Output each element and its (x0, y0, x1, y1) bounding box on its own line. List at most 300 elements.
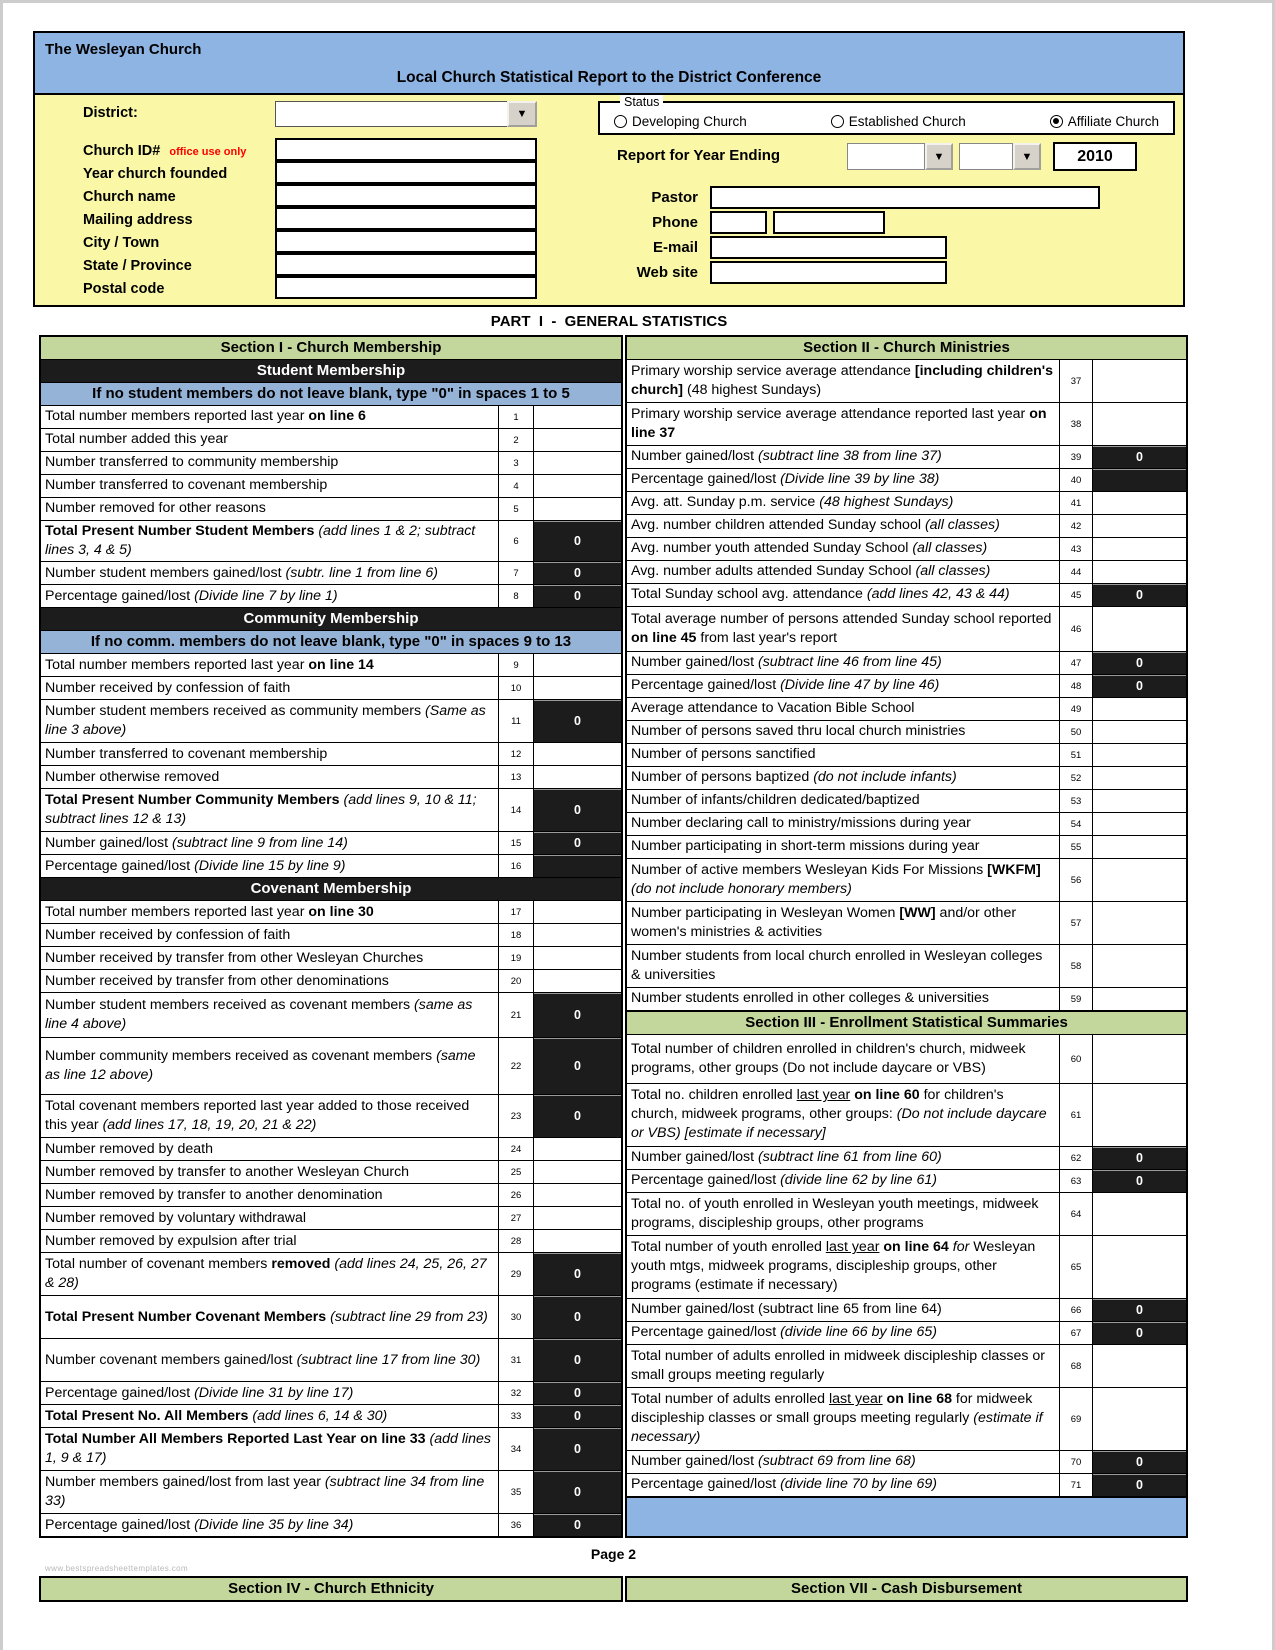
row-label: Total Present No. All Members (add lines 6, 14 & 30) (45, 1407, 388, 1424)
value-input-cell[interactable] (534, 475, 621, 497)
row-label: Number received by confession of faith (45, 926, 291, 943)
report-month-value[interactable] (847, 143, 925, 170)
value-input-cell[interactable] (534, 924, 621, 946)
value-input-cell[interactable] (1093, 360, 1186, 402)
value-input-cell[interactable] (1093, 836, 1186, 858)
line-number: 3 (498, 452, 534, 474)
table-row (41, 520, 621, 561)
table-row (627, 674, 1186, 697)
line-number: 56 (1059, 859, 1093, 901)
row-label: Total number of covenant members removed (add lines 24, 25, 26, 27 & 28) (45, 1256, 487, 1291)
row-label: Number participating in Wesleyan Women [WW] and/or other women's ministries & activities (631, 904, 1017, 940)
row-label: Total Number All Members Reported Last Year on line 33 (add lines 1, 9 & 17) (45, 1431, 492, 1466)
table-row (627, 514, 1186, 537)
table-row (627, 835, 1186, 858)
row-label: Percentage gained/lost (Divide line 15 by line 9) (45, 857, 346, 874)
report-day-value[interactable] (959, 143, 1013, 170)
radio-selected-icon[interactable] (1050, 115, 1063, 128)
line-number: 66 (1059, 1299, 1093, 1321)
table-row (41, 1094, 621, 1137)
line-number: 27 (498, 1207, 534, 1229)
computed-value-cell: 0 (534, 1339, 621, 1381)
value-input-cell[interactable] (1093, 1084, 1186, 1146)
row-label: Number students enrolled in other colleges & universities (631, 990, 990, 1007)
report-year-label: Report for Year Ending (617, 147, 781, 164)
row-label: Total number of children enrolled in children's church, midweek programs, other groups (Do not include daycare or VBS) (631, 1040, 1026, 1076)
table-row (41, 561, 621, 584)
table-row (627, 1192, 1186, 1235)
table-row (41, 831, 621, 854)
line-number: 31 (498, 1339, 534, 1381)
computed-value-cell: 0 (534, 1095, 621, 1137)
table-row (627, 402, 1186, 445)
line-number: 33 (498, 1405, 534, 1427)
table-row (41, 1295, 621, 1338)
chevron-down-icon[interactable]: ▼ (1013, 143, 1041, 170)
row-label: Number transferred to covenant membership (45, 477, 328, 494)
status-radio-option[interactable] (831, 114, 966, 129)
church-identity-fields (35, 139, 537, 300)
value-input-cell[interactable] (1093, 607, 1186, 651)
line-number: 18 (498, 924, 534, 946)
value-input-cell[interactable] (534, 406, 621, 428)
row-label: Number removed by transfer to another Wesleyan Church (45, 1163, 410, 1180)
line-number: 61 (1059, 1084, 1093, 1146)
text-input[interactable] (275, 138, 537, 161)
section1-table (39, 335, 623, 1538)
value-input-cell[interactable] (1093, 1035, 1186, 1083)
computed-value-cell: 0 (1093, 584, 1186, 606)
chevron-down-icon[interactable]: ▼ (507, 101, 537, 127)
line-number: 39 (1059, 446, 1093, 468)
report-month-dropdown[interactable] (847, 143, 953, 170)
text-input[interactable] (710, 186, 1100, 209)
line-number: 17 (498, 901, 534, 923)
text-input[interactable] (275, 253, 537, 276)
field-label: State / Province (83, 257, 192, 274)
row-label: Total number members reported last year on line 6 (45, 408, 366, 425)
row-label: Number students from local church enrolled in Wesleyan colleges & universities (631, 947, 1043, 983)
computed-value-cell: 0 (534, 1296, 621, 1338)
report-year-value[interactable]: 2010 (1053, 142, 1137, 171)
footer (39, 1540, 1188, 1602)
line-number: 20 (498, 970, 534, 992)
table-row (627, 789, 1186, 812)
text-input[interactable] (275, 161, 537, 184)
page-title: Local Church Statistical Report to the District Conference (396, 69, 822, 86)
text-input[interactable] (275, 184, 537, 207)
office-use-note: office use only (169, 145, 247, 158)
value-input-cell[interactable] (1093, 1345, 1186, 1387)
computed-value-cell: 0 (1093, 446, 1186, 468)
line-number: 54 (1059, 813, 1093, 835)
table-row (627, 1387, 1186, 1450)
status-radio-option[interactable] (1050, 114, 1159, 129)
table-row (627, 1169, 1186, 1192)
row-label: Total covenant members reported last year added to those received this year (add lines 17, 18, 19, 20, 21 & 22) (45, 1098, 470, 1133)
computed-value-cell (1093, 469, 1186, 491)
line-number: 36 (498, 1514, 534, 1536)
table-row (41, 1160, 621, 1183)
value-input-cell[interactable] (534, 429, 621, 451)
line-number: 50 (1059, 721, 1093, 743)
table-row (41, 854, 621, 877)
line-number: 1 (498, 406, 534, 428)
line-number: 71 (1059, 1474, 1093, 1496)
computed-value-cell: 0 (1093, 1170, 1186, 1192)
field-row (35, 277, 537, 300)
computed-value-cell: 0 (1093, 1322, 1186, 1344)
section7-header: Section VII - Cash Disbursement (625, 1576, 1188, 1602)
table-row (41, 699, 621, 742)
row-label: Percentage gained/lost (Divide line 7 by line 1) (45, 587, 338, 604)
computed-value-cell: 0 (1093, 1147, 1186, 1169)
field-label: Church ID# office use only (83, 142, 247, 159)
table-row (627, 583, 1186, 606)
value-input-cell[interactable] (1093, 698, 1186, 720)
value-input-cell[interactable] (1093, 561, 1186, 583)
line-number: 2 (498, 429, 534, 451)
text-input[interactable] (773, 211, 885, 234)
text-input[interactable] (710, 211, 767, 234)
value-input-cell[interactable] (1093, 515, 1186, 537)
row-label: Percentage gained/lost (Divide line 31 by line 17) (45, 1384, 354, 1401)
row-label: Number gained/lost (subtract 69 from line 68) (631, 1453, 916, 1470)
value-input-cell[interactable] (1093, 988, 1186, 1010)
radio-label: Affiliate Church (1067, 113, 1159, 129)
row-label: Percentage gained/lost (Divide line 47 by line 46) (631, 677, 940, 694)
instruction-note: If no comm. members do not leave blank, type "0" in spaces 9 to 13 (41, 630, 621, 653)
value-input-cell[interactable] (1093, 767, 1186, 789)
subsection-header: Student Membership (41, 359, 621, 382)
table-row (41, 1470, 621, 1513)
text-input[interactable] (275, 207, 537, 230)
part1-title: PART I - GENERAL STATISTICS (490, 313, 728, 330)
computed-value-cell: 0 (534, 1382, 621, 1404)
table-row (41, 653, 621, 676)
line-number: 23 (498, 1095, 534, 1137)
section-header: Section I - Church Membership (41, 337, 621, 359)
row-label: Number received by transfer from other Wesleyan Churches (45, 949, 424, 966)
table-row (627, 491, 1186, 514)
computed-value-cell: 0 (1093, 675, 1186, 697)
table-row (41, 992, 621, 1037)
line-number: 62 (1059, 1147, 1093, 1169)
row-label: Total Present Number Student Members (add lines 1 & 2; subtract lines 3, 4 & 5) (45, 523, 476, 558)
computed-value-cell: 0 (534, 521, 621, 561)
row-label: Number participating in short-term missions during year (631, 838, 980, 855)
value-input-cell[interactable] (1093, 813, 1186, 835)
row-label: Total average number of persons attended Sunday school reported on line 45 from last year's report (631, 610, 1052, 646)
table-row (41, 1404, 621, 1427)
row-label: Percentage gained/lost (divide line 66 by line 65) (631, 1324, 938, 1341)
value-input-cell[interactable] (1093, 1193, 1186, 1235)
table-row (627, 987, 1186, 1010)
line-number: 40 (1059, 469, 1093, 491)
value-input-cell[interactable] (1093, 403, 1186, 445)
row-label: Number gained/lost (subtract line 65 from line 64) (631, 1301, 942, 1318)
table-row (41, 584, 621, 607)
line-number: 34 (498, 1428, 534, 1470)
computed-value-cell: 0 (534, 585, 621, 607)
contact-label: E-mail (652, 238, 698, 256)
table-row (41, 1137, 621, 1160)
field-label: Church name (83, 188, 176, 205)
line-number: 24 (498, 1138, 534, 1160)
value-input-cell[interactable] (534, 1138, 621, 1160)
table-row (41, 969, 621, 992)
computed-value-cell: 0 (534, 1038, 621, 1094)
computed-value-cell: 0 (534, 700, 621, 742)
line-number: 47 (1059, 652, 1093, 674)
line-number: 59 (1059, 988, 1093, 1010)
line-number: 43 (1059, 538, 1093, 560)
row-label: Number removed by expulsion after trial (45, 1232, 297, 1249)
line-number: 48 (1059, 675, 1093, 697)
row-label: Total Present Number Community Members (add lines 9, 10 & 11; subtract lines 12 & 13) (45, 792, 477, 827)
value-input-cell[interactable] (534, 766, 621, 788)
row-label: Total Sunday school avg. attendance (add lines 42, 43 & 44) (631, 586, 1010, 603)
section4-header: Section IV - Church Ethnicity (39, 1576, 623, 1602)
table-row (41, 1381, 621, 1404)
table-row (41, 474, 621, 497)
line-number: 68 (1059, 1345, 1093, 1387)
field-label: Year church founded (83, 165, 228, 182)
line-number: 30 (498, 1296, 534, 1338)
line-number: 25 (498, 1161, 534, 1183)
text-input[interactable] (275, 230, 537, 253)
line-number: 46 (1059, 607, 1093, 651)
row-label: Number removed by death (45, 1140, 213, 1157)
field-row (35, 139, 537, 162)
row-label: Primary worship service average attendance [including children's church] (48 highest Sundays) (631, 362, 1054, 398)
table-row (627, 359, 1186, 402)
contact-label: Pastor (651, 188, 698, 206)
table-row (627, 560, 1186, 583)
line-number: 49 (1059, 698, 1093, 720)
value-input-cell[interactable] (534, 970, 621, 992)
table-row (41, 946, 621, 969)
status-group (598, 95, 1175, 135)
value-input-cell[interactable] (534, 452, 621, 474)
value-input-cell[interactable] (534, 677, 621, 699)
row-label: Number removed for other reasons (45, 500, 266, 517)
line-number: 38 (1059, 403, 1093, 445)
table-row (627, 651, 1186, 674)
table-row (627, 1235, 1186, 1298)
row-label: Percentage gained/lost (Divide line 35 by line 34) (45, 1516, 354, 1533)
line-number: 14 (498, 789, 534, 831)
line-number: 21 (498, 993, 534, 1037)
table-row (627, 743, 1186, 766)
contact-label: Phone (652, 213, 698, 231)
row-label: Number members gained/lost from last year (subtract line 34 from line 33) (45, 1474, 485, 1509)
line-number: 10 (498, 677, 534, 699)
table-row (627, 1450, 1186, 1473)
row-label: Total number members reported last year on line 30 (45, 903, 374, 920)
line-number: 52 (1059, 767, 1093, 789)
line-number: 26 (498, 1184, 534, 1206)
computed-value-cell (534, 855, 621, 877)
line-number: 41 (1059, 492, 1093, 514)
line-number: 53 (1059, 790, 1093, 812)
table-row (41, 1206, 621, 1229)
line-number: 65 (1059, 1236, 1093, 1298)
table-row (41, 1183, 621, 1206)
table-row (41, 405, 621, 428)
line-number: 5 (498, 498, 534, 520)
row-label: Number gained/lost (subtract line 46 from line 45) (631, 654, 942, 671)
value-input-cell[interactable] (534, 947, 621, 969)
report-year-row (617, 143, 1177, 171)
row-label: Percentage gained/lost (Divide line 39 by line 38) (631, 471, 940, 488)
row-label: Number student members received as community members (Same as line 3 above) (45, 703, 486, 738)
computed-value-cell: 0 (1093, 1451, 1186, 1473)
field-label: Mailing address (83, 211, 193, 228)
district-dropdown[interactable] (275, 101, 537, 127)
value-input-cell[interactable] (1093, 538, 1186, 560)
table-row (41, 676, 621, 699)
row-label: Primary worship service average attendance reported last year on line 37 (631, 405, 1047, 441)
row-label: Total Present Number Covenant Members (subtract line 29 from 23) (45, 1308, 488, 1325)
value-input-cell[interactable] (1093, 492, 1186, 514)
contact-row (600, 185, 1100, 209)
value-input-cell[interactable] (1093, 790, 1186, 812)
contact-row (600, 235, 1100, 259)
computed-value-cell: 0 (534, 1428, 621, 1470)
row-label: Avg. number adults attended Sunday School (all classes) (631, 563, 991, 580)
row-label: Total number of adults enrolled in midweek discipleship classes or small groups meeting regularly (631, 1347, 1046, 1383)
row-label: Number received by confession of faith (45, 679, 291, 696)
line-number: 55 (1059, 836, 1093, 858)
value-input-cell[interactable] (534, 654, 621, 676)
value-input-cell[interactable] (1093, 1236, 1186, 1298)
computed-value-cell: 0 (1093, 652, 1186, 674)
row-label: Percentage gained/lost (divide line 70 by line 69) (631, 1476, 938, 1493)
computed-value-cell: 0 (534, 832, 621, 854)
computed-value-cell: 0 (534, 1405, 621, 1427)
radio-label: Developing Church (632, 113, 747, 129)
value-input-cell[interactable] (1093, 1388, 1186, 1450)
field-row (35, 162, 537, 185)
row-label: Avg. att. Sunday p.m. service (48 highest Sundays) (631, 494, 954, 511)
row-label: Total number members reported last year on line 14 (45, 656, 374, 673)
row-label: Number student members received as covenant members (same as line 4 above) (45, 997, 473, 1032)
table-row (627, 901, 1186, 944)
radio-label: Established Church (848, 113, 966, 129)
text-input[interactable] (710, 261, 947, 284)
row-label: Number received by transfer from other denominations (45, 972, 389, 989)
table-row (627, 1298, 1186, 1321)
line-number: 13 (498, 766, 534, 788)
text-input[interactable] (275, 276, 537, 299)
value-input-cell[interactable] (534, 1207, 621, 1229)
value-input-cell[interactable] (1093, 744, 1186, 766)
org-title: The Wesleyan Church (45, 41, 202, 58)
radio-icon[interactable] (831, 115, 844, 128)
line-number: 11 (498, 700, 534, 742)
table-row (41, 428, 621, 451)
section-header: Section II - Church Ministries (627, 337, 1186, 359)
value-input-cell[interactable] (1093, 945, 1186, 987)
line-number: 57 (1059, 902, 1093, 944)
row-label: Total number added this year (45, 431, 228, 448)
line-number: 37 (1059, 360, 1093, 402)
district-dropdown-value[interactable] (275, 101, 507, 127)
row-label: Number gained/lost (subtract line 61 from line 60) (631, 1149, 942, 1166)
chevron-down-icon[interactable]: ▼ (925, 143, 953, 170)
status-radio-option[interactable] (614, 114, 747, 129)
section2-table (625, 335, 1188, 1538)
status-legend: Status (620, 95, 663, 109)
line-number: 15 (498, 832, 534, 854)
table-row (627, 1146, 1186, 1169)
watermark-text: www.bestspreadsheettemplates.com (45, 1564, 189, 1573)
computed-value-cell: 0 (534, 1471, 621, 1513)
row-label: Avg. number children attended Sunday school (all classes) (631, 517, 1000, 534)
radio-icon[interactable] (614, 115, 627, 128)
row-label: Total no. children enrolled last year on line 60 for children's church, midweek programs, other groups: (Do not include daycare or VBS) [estimate if necessary] (631, 1087, 1047, 1141)
table-row (627, 1344, 1186, 1387)
report-day-dropdown[interactable] (959, 143, 1041, 170)
table-row (41, 1252, 621, 1295)
value-input-cell[interactable] (534, 1161, 621, 1183)
row-label: Number transferred to covenant membership (45, 745, 328, 762)
contact-fields (600, 185, 1100, 285)
value-input-cell[interactable] (1093, 902, 1186, 944)
table-row (627, 766, 1186, 789)
row-label: Total number of youth enrolled last year on line 64 for Wesleyan youth mtgs, midweek programs, discipleship groups, other programs (estimate if necessary) (631, 1239, 1036, 1293)
line-number: 44 (1059, 561, 1093, 583)
table-row (41, 1229, 621, 1252)
section-header: Section III - Enrollment Statistical Summaries (627, 1010, 1186, 1034)
value-input-cell[interactable] (534, 498, 621, 520)
row-label: Number otherwise removed (45, 768, 220, 785)
table-row (41, 1037, 621, 1094)
line-number: 12 (498, 743, 534, 765)
value-input-cell[interactable] (1093, 721, 1186, 743)
computed-value-cell: 0 (534, 562, 621, 584)
field-label: City / Town (83, 234, 160, 251)
form-area (35, 95, 1183, 305)
field-row (35, 231, 537, 254)
line-number: 67 (1059, 1322, 1093, 1344)
row-label: Number of persons sanctified (631, 746, 816, 763)
contact-row (600, 210, 1100, 234)
table-row (627, 606, 1186, 651)
row-label: Number of active members Wesleyan Kids For Missions [WKFM] (do not include honorary members) (631, 861, 1041, 897)
table-row (627, 1321, 1186, 1344)
computed-value-cell: 0 (534, 993, 621, 1037)
value-input-cell[interactable] (534, 901, 621, 923)
row-label: Number declaring call to ministry/missions during year (631, 815, 971, 832)
line-number: 22 (498, 1038, 534, 1094)
value-input-cell[interactable] (534, 1230, 621, 1252)
subsection-header: Community Membership (41, 607, 621, 630)
filler-strip (627, 1496, 1186, 1536)
contact-label: Web site (636, 263, 698, 281)
value-input-cell[interactable] (534, 1184, 621, 1206)
table-row (627, 1083, 1186, 1146)
value-input-cell[interactable] (1093, 859, 1186, 901)
table-row (41, 923, 621, 946)
table-row (627, 858, 1186, 901)
line-number: 45 (1059, 584, 1093, 606)
header-box (33, 31, 1185, 307)
text-input[interactable] (710, 236, 947, 259)
value-input-cell[interactable] (534, 743, 621, 765)
page-number: Page 2 (590, 1546, 637, 1562)
